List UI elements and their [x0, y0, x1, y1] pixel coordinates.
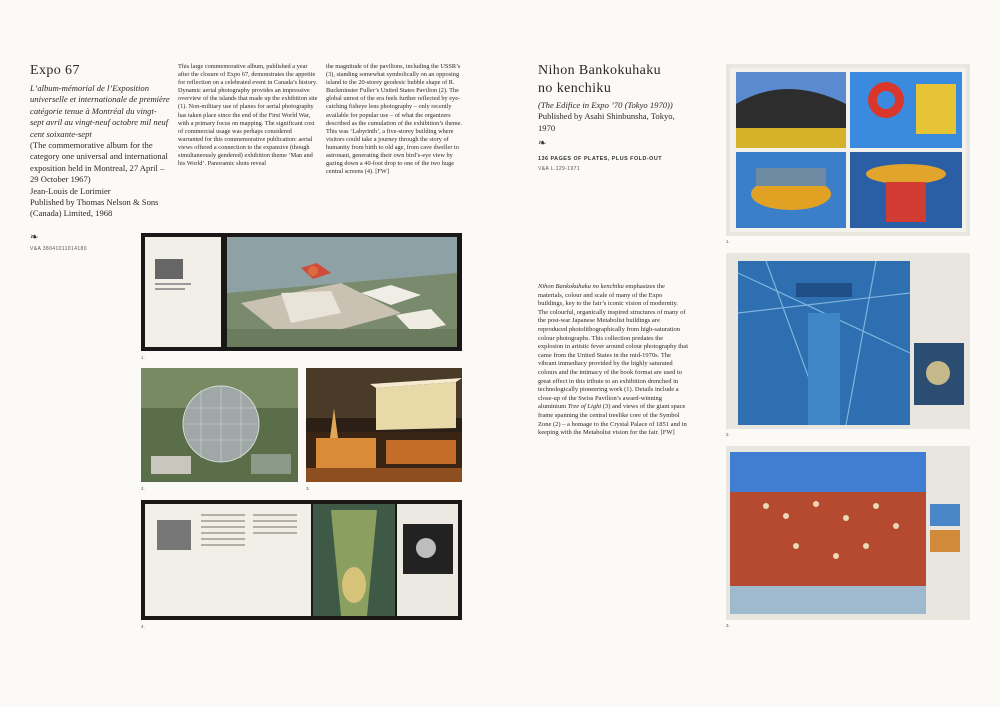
- left-fleuron-icon: ❧: [30, 232, 39, 243]
- right-body-tail: (3) and views of the giant space frame spanning the central treelike core of the Symbol Zone (2) – a homage to the Crystal Palace of 1851 and in keeping with the Metabolist vision for the fair. [FW]: [538, 403, 687, 437]
- left-author: Jean-Louis de Lorimier: [30, 185, 111, 196]
- plate-1-aerial-spread: [141, 233, 462, 351]
- left-body-col1: This large commemorative album, published a year after the closure of Expo 67, demonstrates the appetite for reflection on a celebrated event in Canada’s history. Dynamic aerial photography provides an impressive overview of the islands that made up the exhibition site (1). Non-military use of planes for aerial photography has taken place since the end of the First World War, with a primary focus on mapping. The significant cost of commercial usage was perhaps considered warranted for this commemorative publication: aerial views offered a connection to the expansive (though simultaneously gendered) exhibition theme ‘Man and his World’. Panoramic shots reveal: [178, 63, 318, 168]
- left-translation: (The commemorative album for the category one universal and international exposition held in Montreal, 27 April – 29 October 1967): [30, 140, 168, 185]
- left-reference: V&A 38041011014180: [30, 246, 87, 252]
- figure-number-2: 2.: [141, 486, 145, 491]
- figure-number-3: 3.: [306, 486, 310, 491]
- right-pages-note: 136 PAGES OF PLATES, PLUS FOLD-OUT: [538, 156, 663, 162]
- right-title-line2: no kenchiku: [538, 81, 612, 96]
- right-body-lead: Nihon Bankokuhaku no kenchiku: [538, 283, 624, 290]
- right-body-italic: Tree of Light: [567, 403, 602, 411]
- right-body-main: emphasizes the materials, colour and scale of many of the Expo buildings, key to the fair’s iconic vision of modernity. The colourful, organically inspired structures of many of the post-war Japanese Metabolist buildings are reproduced photolithographically from high-saturation colour photographs. This collection predates the explosion in artistic fever around colour photography that came from the United States in the mid-1970s. The vibrant immediacy provided by the highly saturated colours and the intimacy of the book format are used to great effect in this tribute to an exhibition drenched in technologically pioneering work (1). Details include a close-up of the Swiss Pavilion’s award-winning aluminium: [538, 283, 689, 411]
- right-figure-number-1: 1.: [726, 239, 730, 244]
- right-publisher: Published by Asahi Shinbunsha, Tokyo, 1970: [538, 111, 675, 133]
- left-original-title: L’album-mémorial de l’Exposition universelle et internationale de première catégorie tenue à Montréal du vingt-sept avril au vingt-neuf octobre mil neuf cent soixante-sept: [30, 83, 170, 139]
- right-bibliography: [538, 100, 688, 134]
- right-title-line1: Nihon Bankokuhaku: [538, 63, 662, 78]
- right-plate-3-tree-of-light: [726, 446, 970, 620]
- right-figure-number-3: 3.: [726, 623, 730, 628]
- plate-4-labyrinth-spread: [141, 500, 462, 620]
- left-title: Expo 67: [30, 63, 80, 78]
- plate-2-geodesic-dome: [141, 368, 298, 482]
- left-bibliography: [30, 83, 170, 220]
- left-publisher: Published by Thomas Nelson & Sons (Canada) Limited, 1968: [30, 197, 159, 219]
- left-body-col2: the magnitude of the pavilions, including the USSR’s (3), standing somewhat symbolically on an opposing island to the 20-storey geodesic bubble shape of R. Buckminster Fuller’s United States Pavilion (2). The global unrest of the era feels further reflected by eye-catching fisheye lens photography – only recently available for popular use – of what the organizers described as the cumulation of the exhibition’s theme. This was ‘Labyrinth’, a five-storey building where visitors could take a journey through the story of humanity from birth to old age, from cave dweller to astronaut, generating their own bird’s-eye view by gazing down a 40-foot drop to one of the two huge central screens (4). [FW]: [326, 63, 463, 176]
- right-translation: (The Edifice in Expo ’70 (Tokyo 1970)): [538, 100, 673, 110]
- figure-number-1: 1.: [141, 355, 145, 360]
- right-plate-1-pavilions: [726, 64, 970, 236]
- right-fleuron-icon: ❧: [538, 138, 547, 149]
- right-figure-number-2: 2.: [726, 432, 730, 437]
- right-body: [538, 283, 688, 438]
- plate-3-ussr-pavilion: [306, 368, 462, 482]
- figure-number-4: 4.: [141, 624, 145, 629]
- right-plate-2-space-frame: [726, 253, 970, 429]
- right-reference: V&A L.129-1971: [538, 166, 581, 172]
